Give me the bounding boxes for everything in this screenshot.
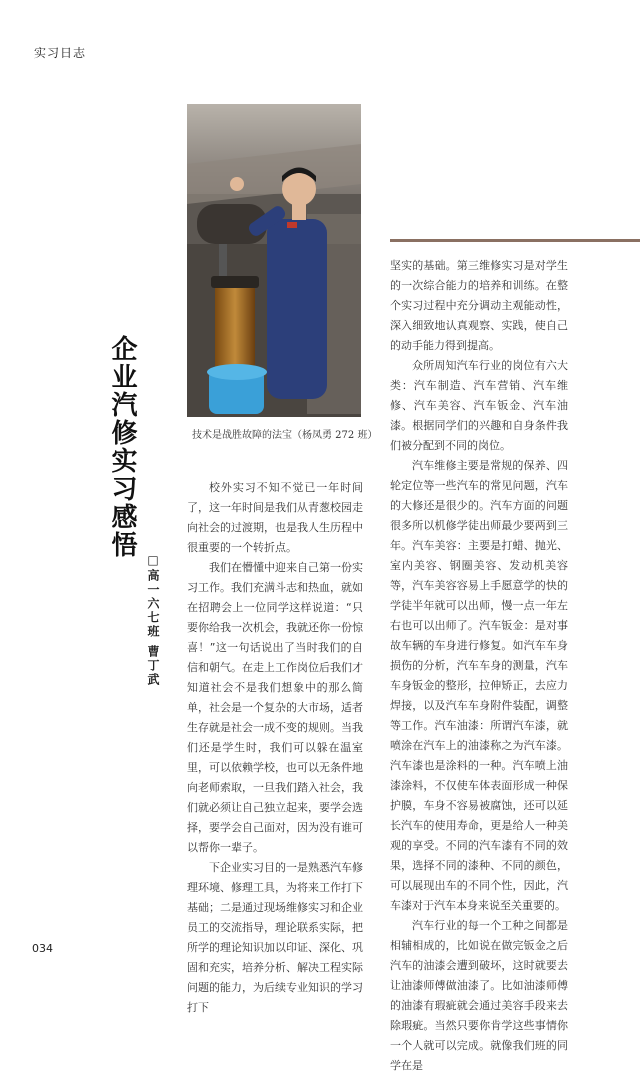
right-text-column (390, 256, 568, 1076)
article-title: 企业汽修实习感悟 (107, 335, 137, 559)
paragraph: 众所周知汽车行业的岗位有六大类：汽车制造、汽车营销、汽车维修、汽车美容、汽车钣金、汽车油漆。根据同学们的兴趣和自身条件我们被分配到不同的岗位。 (390, 359, 568, 452)
article-author: □高一六七班 曹丁武 (146, 553, 160, 688)
section-header: 实习日志 (34, 46, 87, 60)
paragraph: 我们在懵懂中迎来自己第一份实习工作。我们充满斗志和热血，就如在招聘会上一位同学这样说道：“只要你给我一次机会，我就还你一份惊喜！”这一句话说出了当时我们的自信和朝气。在走上工作岗位后我们才知道社会不是我们想象中的那么简单，社会是一个复杂的大市场，适者生存就是社会一成不变的规则。当我们还是学生时，我们可以躲在温室里，可以依赖学校，也可以无条件地向老师索取，一旦我们踏入社会，我们就必须让自己独立起来，要学会选择，要学会自己面对，因为没有谁可以帮你一辈子。 (187, 561, 363, 854)
paragraph: 校外实习不知不觉已一年时间了，这一年时间是我们从青葱校园走向社会的过渡期，也是我人生历程中很重要的一个转折点。 (187, 481, 363, 554)
paragraph: 汽车行业的每一个工种之间都是相辅相成的，比如说在做完钣金之后汽车的油漆会遭到破坏，这时就要去让油漆师傅做油漆了。比如油漆师傅的油漆有瑕疵就会通过美容手段来去除瑕疵。当然只要你肯学这些事情你一个人就可以完成。就像我们班的同学在是 (390, 919, 568, 1072)
paragraph: 坚实的基础。第三维修实习是对学生的一次综合能力的培养和训练。在整个实习过程中充分调动主观能动性，深入细致地认真观察、实践，使自己的动手能力得到提高。 (390, 259, 568, 352)
left-text-column (187, 478, 363, 1018)
page-number: 034 (32, 942, 53, 955)
decorative-rule (390, 239, 640, 242)
paragraph: 汽车维修主要是常规的保养、四轮定位等一些汽车的常见问题，汽车的大修还是很少的。汽车方面的问题很多所以机修学徒出师最少要两到三年。汽车美容：主要是打蜡、抛光、室内美容、钢圈美容、发动机美容等，汽车美容容易上手愿意学的快的学徒半年就可以出师，慢一点一年左右也可以出师了。汽车钣金：是对事故车辆的车身进行修复。如汽车车身损伤的分析，汽车车身的测量，汽车车身钣金的整形，拉伸矫正，去应力焊接，以及汽车车身附件装配，调整等工作。汽车油漆：所谓汽车漆，就喷涂在汽车上的油漆称之为汽车漆。汽车漆也是涂料的一种。汽车喷上油漆涂料，不仅使车体表面形成一种保护膜，车身不容易被腐蚀，还可以延长汽车的使用寿命，更是给人一种美观的享受。不同的汽车漆有不同的效果，选择不同的漆种、不同的颜色，可以展现出车的不同个性，因此，汽车漆对于汽车本身来说至关重要的。 (390, 459, 568, 912)
paragraph: 下企业实习目的一是熟悉汽车修理环境、修理工具，为将来工作打下基础；二是通过现场维修实习和企业员工的交流指导，理论联系实际，把所学的理论知识加以印证、深化、巩固和充实，培养分析、解决工程实际问题的能力，为后续专业知识的学习打下 (187, 861, 363, 1014)
mechanic-photo-illustration (187, 104, 361, 417)
photo-caption: 技术是战胜故障的法宝（杨凤勇 272 班） (192, 430, 378, 441)
article-photo (187, 104, 361, 417)
